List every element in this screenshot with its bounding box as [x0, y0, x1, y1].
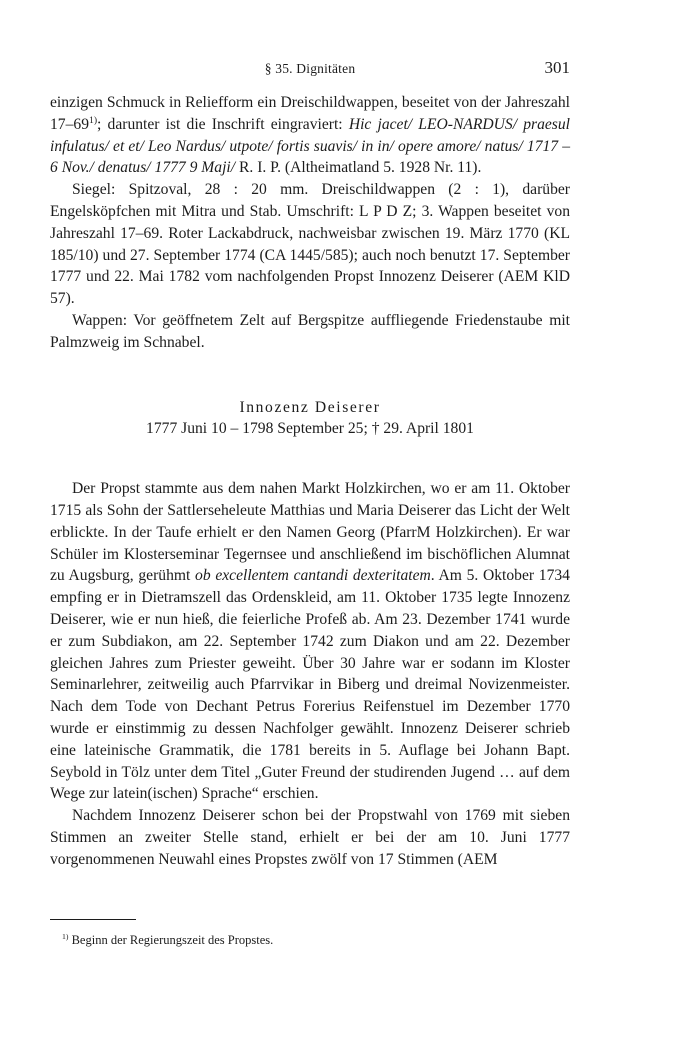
heading-dates: 1777 Juni 10 – 1798 September 25; † 29. April 1801 [146, 420, 474, 438]
paragraph-text: ; darunter ist die Inschrift eingraviert: [97, 115, 349, 133]
paragraph-election: Nachdem Innozenz Deiserer schon bei der Propstwahl von 1769 mit sieben Stimmen an zweiter Stelle stand, erhielt er bei der am 10. Juni 1777 vorgenommenen Neuwahl eines Propstes zwölf von 17 Stimmen (AEM [50, 807, 570, 868]
body-text [50, 92, 570, 871]
paragraph-text: Der Propst stammte aus dem nahen Markt Holzkirchen, wo er am 11. Oktober 1715 als Sohn der Sattlerseheleute Matthias und Maria Deiserer das Licht der Welt erblickte. In der Taufe erhielt er den Namen Georg (PfarrM Holzkirchen). Er war Schüler im Klosterseminar Tegernsee und anschließend im bischöflichen Alumnat zu Augsburg, gerühmt [50, 480, 570, 585]
section-heading [50, 397, 570, 441]
paragraph-biography [50, 478, 570, 805]
paragraph-seal: Siegel: Spitzoval, 28 : 20 mm. Dreischildwappen (2 : 1), darüber Engelsköpfchen mit Mitra und Stab. Umschrift: L P D Z; 3. Wappen beseitet von Jahreszahl 17–69. Roter Lackabdruck, nachweisbar zwischen 19. März 1770 (KL 185/10) und 27. September 1774 (CA 1445/585); auch noch benutzt 17. September 1777 und 22. Mai 1782 vom nachfolgenden Propst Innozenz Deiserer (AEM KlD 57). [50, 181, 570, 308]
paragraph-text: . Am 5. Oktober 1734 empfing er in Dietramszell das Ordenskleid, am 11. Oktober 1735 legte Innozenz Deiserer, wie er nun hieß, die feierliche Profeß ab. Am 23. Dezember 1741 wurde er zum Subdiakon, am 22. September 1742 zum Diakon und am 22. Dezember gleichen Jahres zum Priester geweiht. Über 30 Jahre war er sodann im Kloster Seminarlehrer, zeitweilig auch Pfarrvikar in Biberg und dreimal Novizenmeister. Nach dem Tode von Dechant Petrus Forerius Reifenstuel im Dezember 1770 wurde er einstimmig zu dessen Nachfolger gewählt. Innozenz Deiserer schrieb eine lateinische Grammatik, die 1781 bereits in 5. Auflage bei Johann Bapt. Seybold in Tölz unter dem Titel „Guter Freund der studirenden Jugend … auf dem Wege zur latein(ischen) Sprache“ erschien. [50, 567, 570, 803]
paragraph-coat-of-arms: Wappen: Vor geöffnetem Zelt auf Bergspitze auffliegende Friedenstaube mit Palmzweig im Schnabel. [50, 311, 570, 351]
footnote-reference: 1) [88, 114, 98, 126]
footnote-marker: 1) [62, 931, 69, 941]
paragraph-text: einzigen Schmuck in Reliefform ein Dreischildwappen, beseitet von der Jahreszahl 17–69 [50, 94, 570, 133]
paragraph-inscription [50, 92, 570, 179]
inscription-text: Hic jacet/ LEO-NARDUS/ praesul infulatus/ et et/ Leo Nardus/ utpote/ fortis suavis/ in in/ opere amore/ natus/ 1717 – 6 Nov./ denatus/ 1777 9 Maji/ [50, 115, 571, 177]
footnote [62, 932, 562, 948]
running-head: § 35. Dignitäten [264, 61, 356, 76]
page-number: 301 [544, 58, 570, 77]
page-header [50, 58, 570, 82]
paragraph-text: R. I. P. (Altheimatland 5. 1928 Nr. 11). [235, 159, 482, 177]
footnote-divider [50, 919, 136, 920]
heading-name: Innozenz Deiserer [239, 398, 381, 416]
footnote-text: Beginn der Regierungszeit des Propstes. [68, 933, 274, 947]
latin-quote: ob excellentem cantandi dexteritatem [195, 567, 431, 585]
